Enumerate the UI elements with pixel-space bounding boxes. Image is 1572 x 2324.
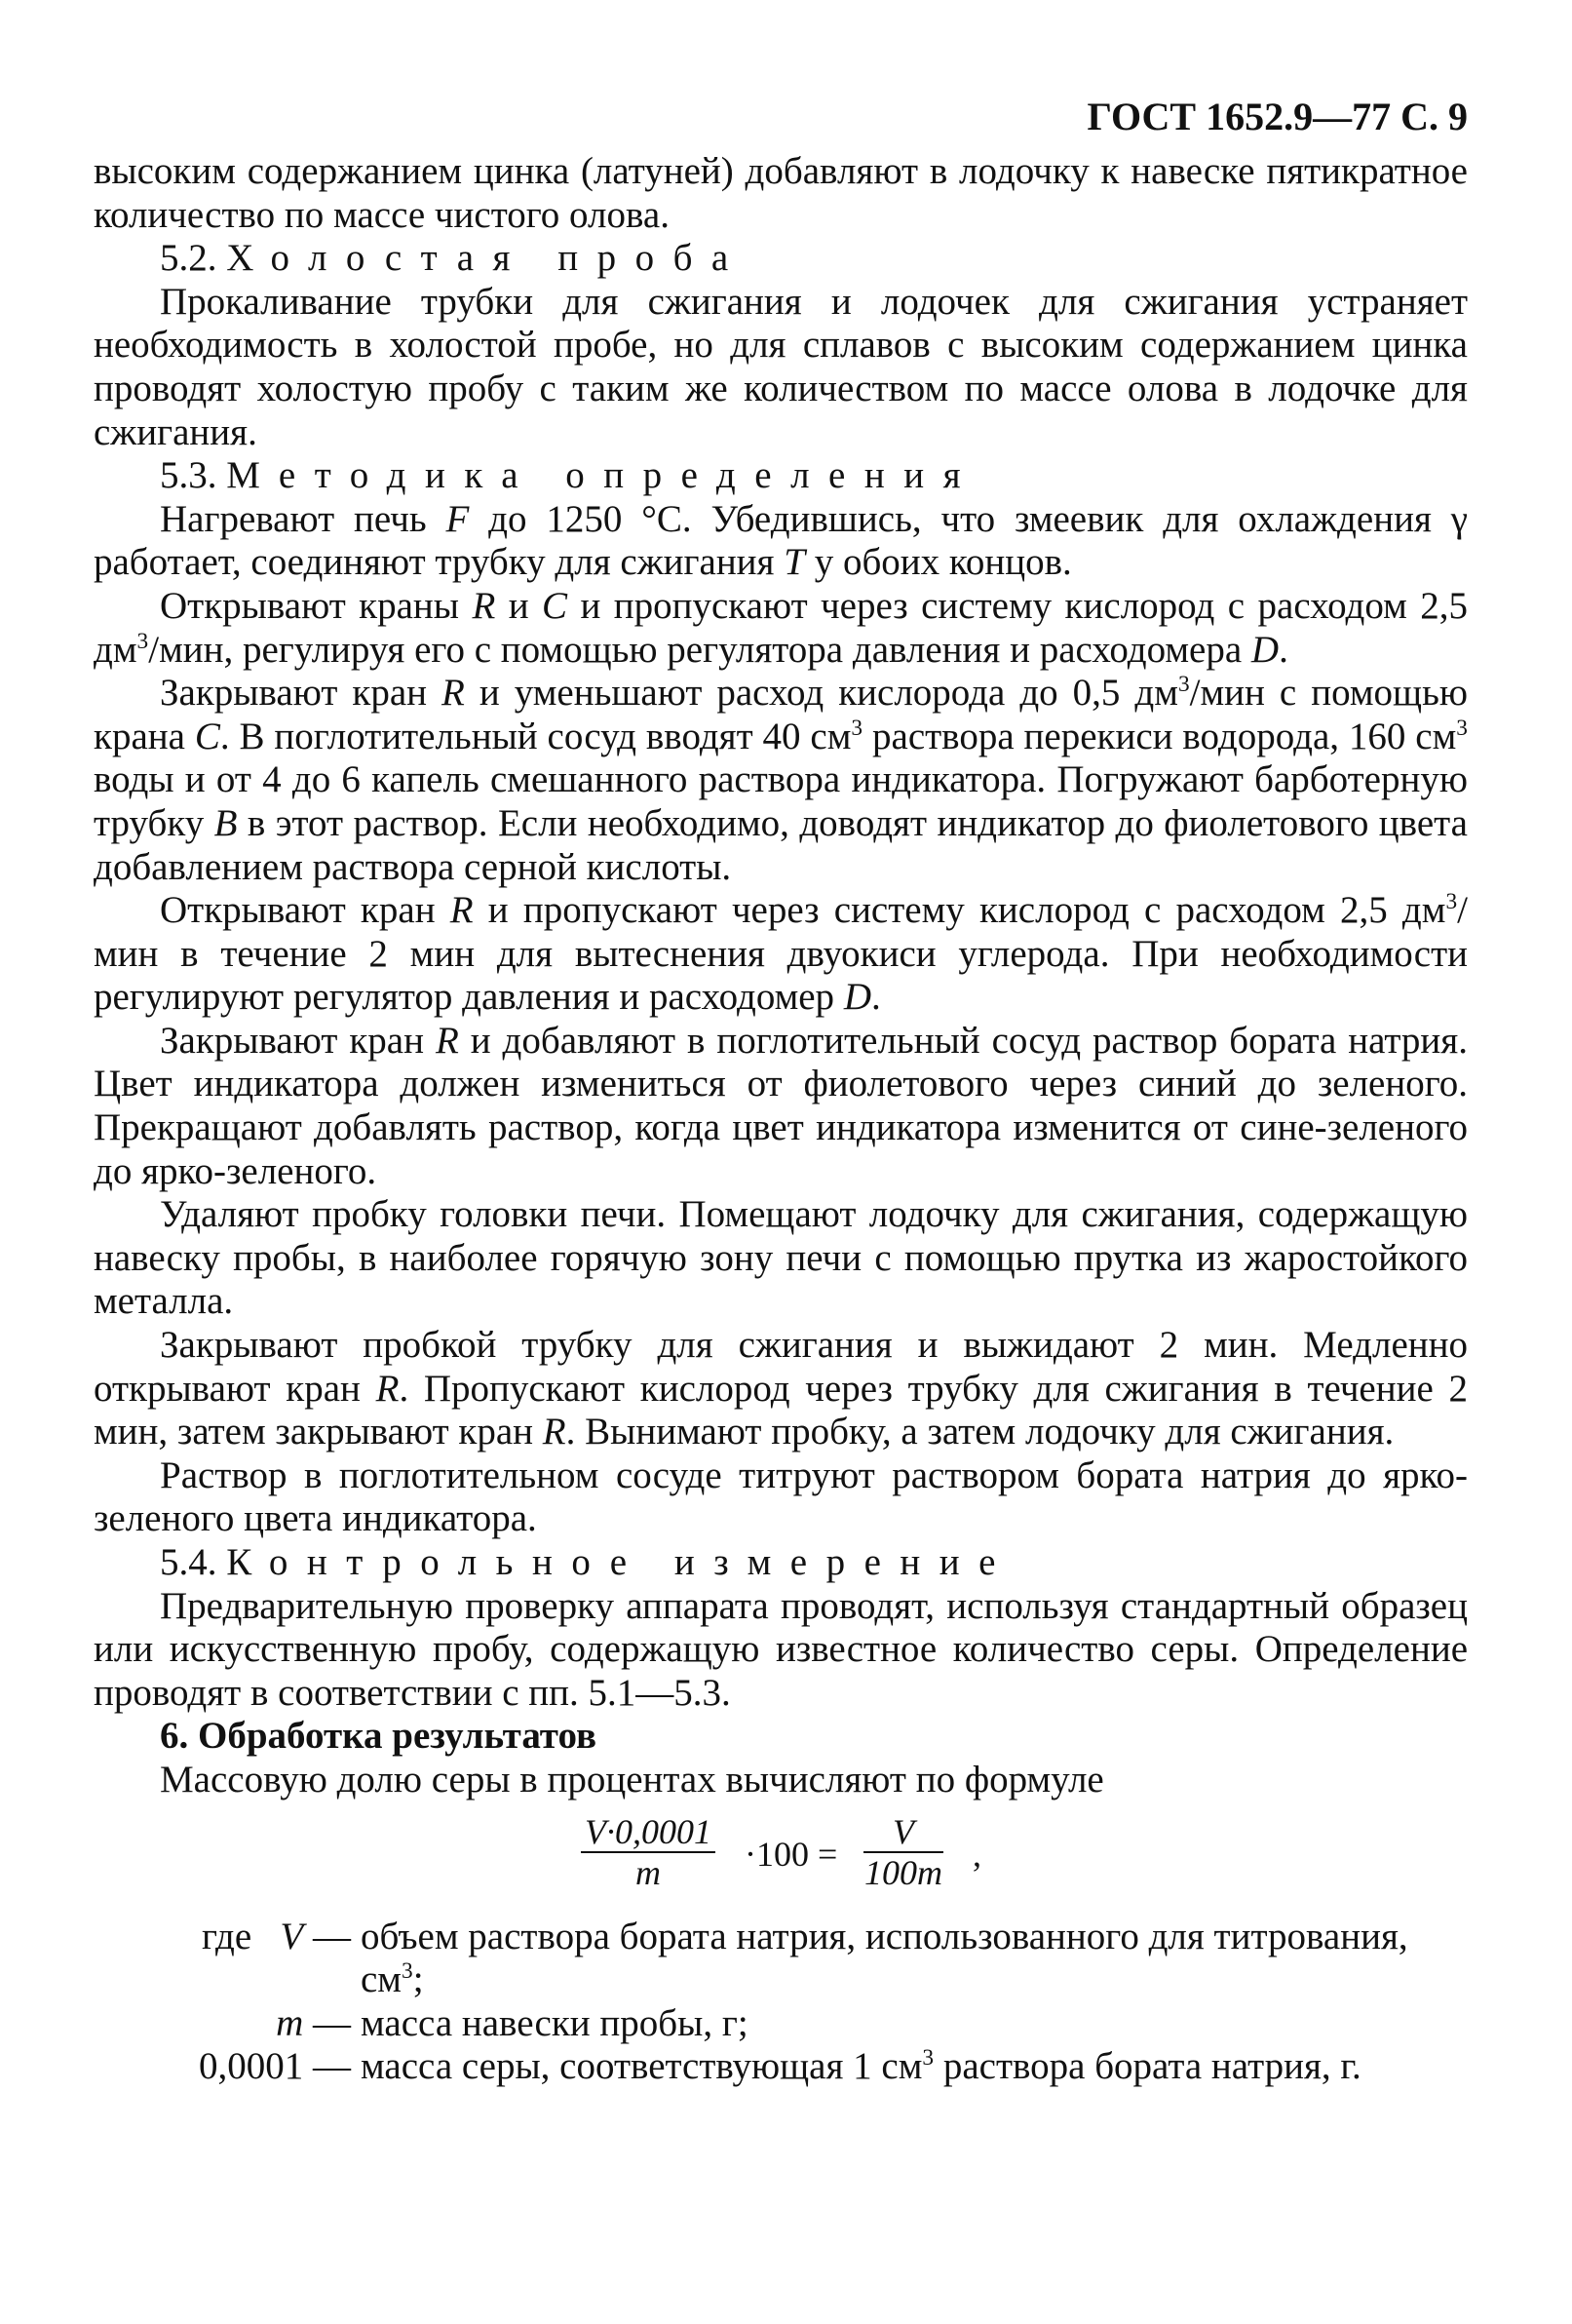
paragraph-5-3-h: Раствор в поглотительном сосуде титруют раствором бората натрия до ярко-зеленого цвета индикатора.: [94, 1453, 1468, 1540]
paragraph-5-4: Предварительную проверку аппарата проводят, используя стандартный образец или искусственную пробу, содержащую известное количество серы. Определение проводят в соответствии с пп. 5.1—5.3.: [94, 1584, 1468, 1714]
formula: [94, 1802, 1468, 1916]
section-title: Холостая проба: [226, 237, 748, 280]
section-5-3-heading: [94, 454, 1468, 498]
section-number: 5.3.: [160, 454, 217, 497]
section-number: 5.2.: [160, 237, 217, 280]
paragraph-5-3-f: Удаляют пробку головки печи. Помещают лодочку для сжигания, содержащую навеску пробы, в наиболее горячую зону печи с помощью прутка из жаростойкого металла.: [94, 1193, 1468, 1323]
formula-fraction-left: $\frac{V\cdot 0,0001}{m}$: [581, 1812, 715, 1892]
legend-item: m — масса навески пробы, г;: [276, 2001, 748, 2044]
document-page: [94, 94, 1468, 2089]
paragraph-continuation: высоким содержанием цинка (латуней) добавляют в лодочку к навеске пятикратное количество по массе чистого олова.: [94, 150, 1468, 236]
section-title: Контрольное измерение: [226, 1541, 1015, 1583]
paragraph-5-3-e: Закрывают кран R и добавляют в поглотительный сосуд раствор бората натрия. Цвет индикатора должен измениться от фиолетового через синий до зеленого. Прекращают добавлять раствор, когда цвет индикатора изменится от сине-зеленого до ярко-зеленого.: [94, 1019, 1468, 1192]
section-6-heading: 6. Обработка результатов: [160, 1715, 597, 1758]
paragraph-5-3-g: Закрывают пробкой трубку для сжигания и выжидают 2 мин. Медленно открывают кран R. Пропускают кислород через трубку для сжигания в течение 2 мин, затем закрывают кран R. Вынимают пробку, а затем лодочку для сжигания.: [94, 1324, 1469, 1453]
formula-end: ,: [973, 1834, 981, 1874]
paragraph-5-3-a: Нагревают печь F до 1250 °С. Убедившись, что змеевик для охлаждения γ работает, соединяют трубку для сжигания T у обоих концов.: [94, 497, 1468, 584]
variable-legend: [94, 1916, 1468, 2089]
section-5-2-heading: [94, 237, 1468, 281]
section-title: Методика определения: [226, 454, 980, 497]
legend-item: где V — объем раствора бората натрия, использованного для титрования, $см^3$;: [201, 1915, 1408, 2001]
paragraph-6: Массовую долю серы в процентах вычисляют по формуле: [160, 1758, 1104, 1801]
paragraph-5-3-d: Открывают кран R и пропускают через систему кислород с расходом 2,5 $дм^3$/мин в течение 2 мин для вытеснения двуокиси углерода. При необходимости регулируют регулятор давления и расходомер D.: [94, 889, 1468, 1019]
page-header: ГОСТ 1652.9—77 С. 9: [1087, 95, 1468, 138]
legend-item: 0,0001 — масса серы, соответствующая 1 $см^3$ раствора бората натрия, г.: [199, 2045, 1361, 2088]
paragraph-5-2: Прокаливание трубки для сжигания и лодочек для сжигания устраняет необходимость в холостой пробе, но для сплавов с высоким содержанием цинка проводят холостую пробу с таким же количеством по массе олова в лодочке для сжигания.: [94, 280, 1468, 453]
paragraph-5-3-b: Открывают краны R и C и пропускают через систему кислород с расходом 2,5 $дм^3$/мин, регулируя его с помощью регулятора давления и расходомера D.: [94, 584, 1468, 671]
formula-fraction-right: $\frac{V}{100m}$: [864, 1811, 942, 1892]
section-5-4-heading: [94, 1541, 1468, 1585]
formula-middle: ·100 =: [745, 1834, 838, 1874]
paragraph-5-3-c: Закрывают кран R и уменьшают расход кислорода до 0,5 $дм^3$/мин с помощью крана C. В поглотительный сосуд вводят 40 $см^3$ раствора перекиси водорода, 160 $см^3$ воды и от 4 до 6 капель смешанного раствора индикатора. Погружают барботерную трубку B в этот раствор. Если необходимо, доводят индикатор до фиолетового цвета добавлением раствора серной кислоты.: [94, 672, 1468, 888]
section-number: 5.4.: [160, 1541, 217, 1583]
